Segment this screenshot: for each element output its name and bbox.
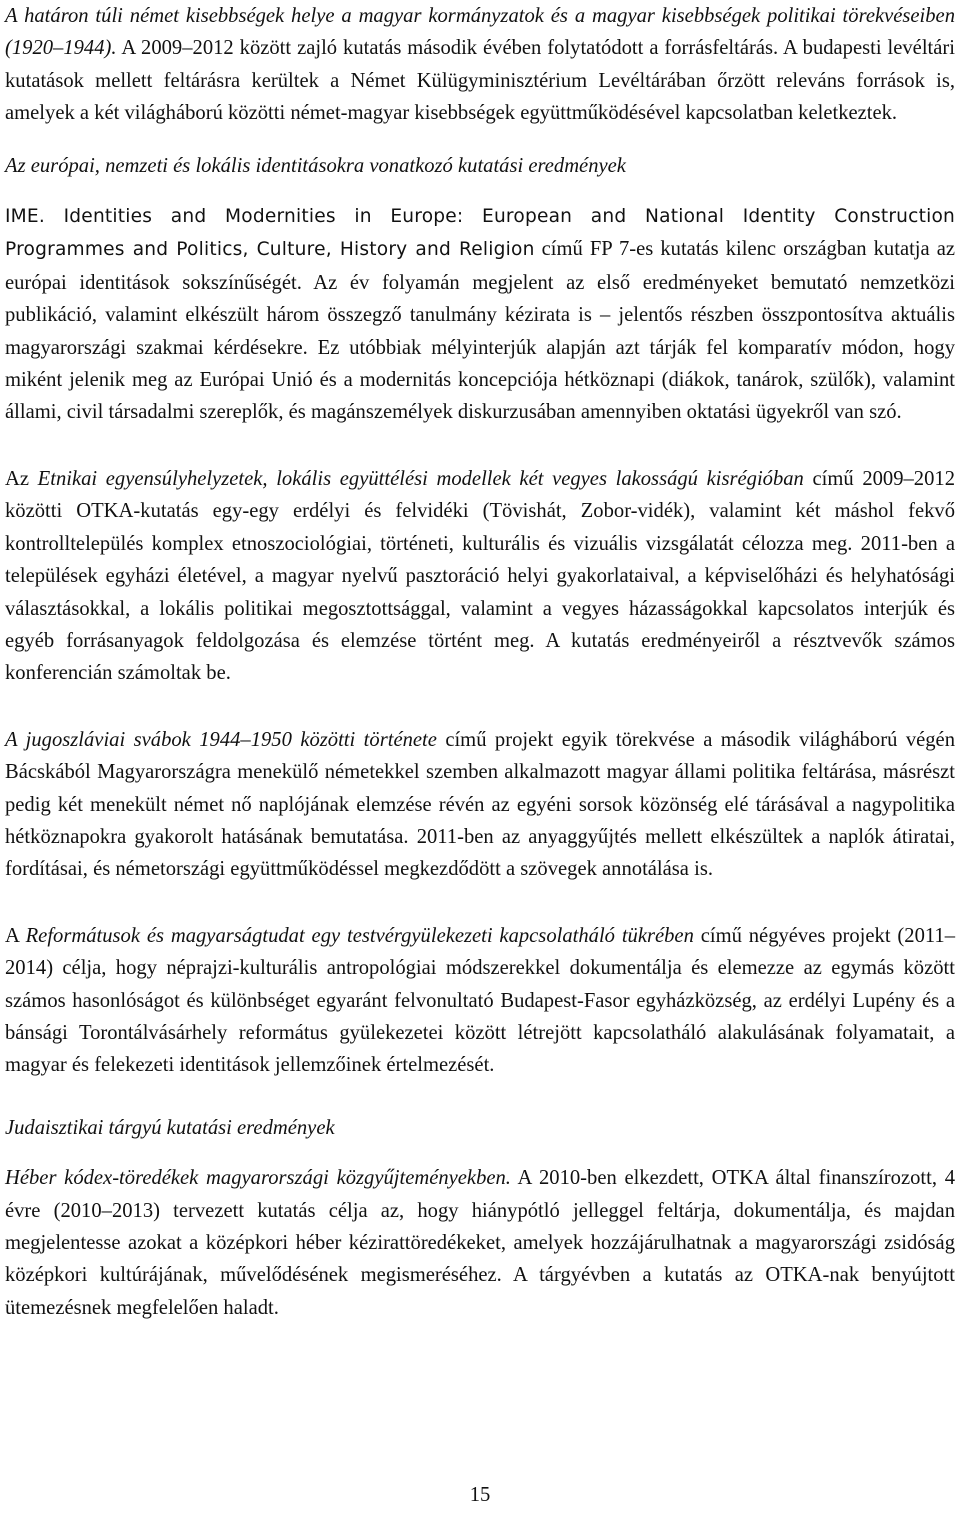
page-number: 15 (469, 1484, 491, 1506)
paragraph-hebrew-codex (5, 1162, 955, 1324)
paragraph-text: című 2009–2012 közötti OTKA-kutatás egy-egy erdélyi és felvidéki (Tövishát, Zobor-vidék), valamint két máshol fekvő kontrolltelepülés komplex etnoszociológiai, történeti, kulturális és vizuális vizsgálatát célozza meg. 2011-ben a települések egyházi életével, a magyar nyelvű pasztoráció helyi gyakorlataival, a képviselőházi és helyhatósági választásokkal, a lokális politikai megosztottsággal, valamint a vegyes házasságokkal kapcsolatos interjúk és egyéb forrásanyagok feldolgozása és elemzése történt meg. A kutatás eredményeiről a résztvevők számos konferencián számoltak be. (5, 467, 955, 685)
project-title: Etnikai egyensúlyhelyzetek, lokális együttélési modellek két vegyes lakosságú kisrégióban (37, 467, 804, 490)
paragraph-lead: Az (5, 467, 38, 490)
project-title: Héber kódex-töredékek magyarországi közgyűjteményekben. (5, 1167, 511, 1190)
section-heading-identities: Az európai, nemzeti és lokális identitásokra vonatkozó kutatási eredmények (5, 154, 626, 177)
paragraph-ime (5, 200, 955, 429)
paragraph-lead: A (5, 924, 26, 947)
paragraph-text: című négyéves projekt (2011–2014) célja, hogy néprajzi-kulturális antropológiai módszerekkel dokumentálja és elemezze az egymás között számos hasonlóságot és különbséget egyaránt felvonultató Budapest-Fasor egyházközség, az erdélyi Lupény és a bánsági Torontálvásárhely református gyülekezetei között létrejött kapcsolatháló alakulásának folyamatait, a magyar és felekezeti identitások jellemzőinek értelmezését. (5, 924, 955, 1077)
paragraph-reformed (5, 920, 955, 1082)
paragraph-text: című projekt egyik törekvése a második világháború végén Bácskából Magyarországra menekülő németekkel szemben alkalmazott magyar állami politika feltárása, másrészt pedig két menekült német nő naplójának elemzése révén az egyéni sorsok közönség elé tárásával a nagypolitika hétköznapokra gyakorolt hatásának bemutatása. 2011-ben az anyaggyűjtés mellett elkészültek a naplók átiratai, fordításai, és németországi együttműködéssel megkezdődött a szövegek annotálása is. (5, 728, 955, 881)
project-title: A jugoszláviai svábok 1944–1950 közötti története (5, 728, 437, 751)
paragraph-yugoslav-swabians (5, 724, 955, 886)
project-title: A határon túli német kisebbségek helye a magyar kormányzatok és a magyar kisebbségek politikai törekvéseiben (1920–1944). (5, 5, 955, 60)
document-body (5, 0, 955, 1324)
project-title: IME. Identities and Modernities in Europe: European and National Identity Construction Programmes and Politics, Culture, History and Religion (5, 206, 955, 261)
paragraph-text: című FP 7-es kutatás kilenc országban kutatja az európai identitások sokszínűségét. Az év folyamán megjelent az első eredményeket bemutató nemzetközi publikáció, valamint elkészült három összegző tanulmány kézirata is – jelentős részben összpontosítva aktuális magyarországi szakmai kérdésekre. Ez utóbbiak mélyinterjúk alapján azt tárják fel komparatív módon, hogy miként jelenik meg az Európai Unió és a modernitás koncepciója hétköznapi (diákok, tanárok, szülők), valamint állami, civil társadalmi szereplők, és magánszemélyek diskurzusában amennyiben oktatási ügyekről van szó. (5, 238, 955, 424)
paragraph-text: A 2010-ben elkezdett, OTKA által finanszírozott, 4 évre (2010–2013) tervezett kutatás célja az, hogy hiánypótló jelleggel feltárja, dokumentálja, és majdan megjelentesse azokat a középkori héber kézirattöredékeket, amelyek hozzájárulhatnak a magyarországi zsidóság középkori kultúrájának, művelődésének megismeréséhez. A tárgyévben a kutatás az OTKA-nak benyújtott ütemezésnek megfelelően haladt. (5, 1167, 955, 1319)
paragraph-german-minorities (5, 0, 955, 130)
paragraph-text: A 2009–2012 között zajló kutatás második évében folytatódott a forrásfeltárás. A budapesti levéltári kutatások mellett feltárásra kerültek a Német Külügyminisztérium Levéltárában őrzött releváns források is, amelyek a két világháború közötti német-magyar kisebbségek együttműködésével kapcsolatban keletkeztek. (5, 37, 955, 125)
paragraph-ethnic-balance (5, 463, 955, 690)
project-title: Reformátusok és magyarságtudat egy testvérgyülekezeti kapcsolatháló tükrében (25, 924, 694, 947)
section-heading-judaistics: Judaisztikai tárgyú kutatási eredmények (5, 1116, 335, 1139)
